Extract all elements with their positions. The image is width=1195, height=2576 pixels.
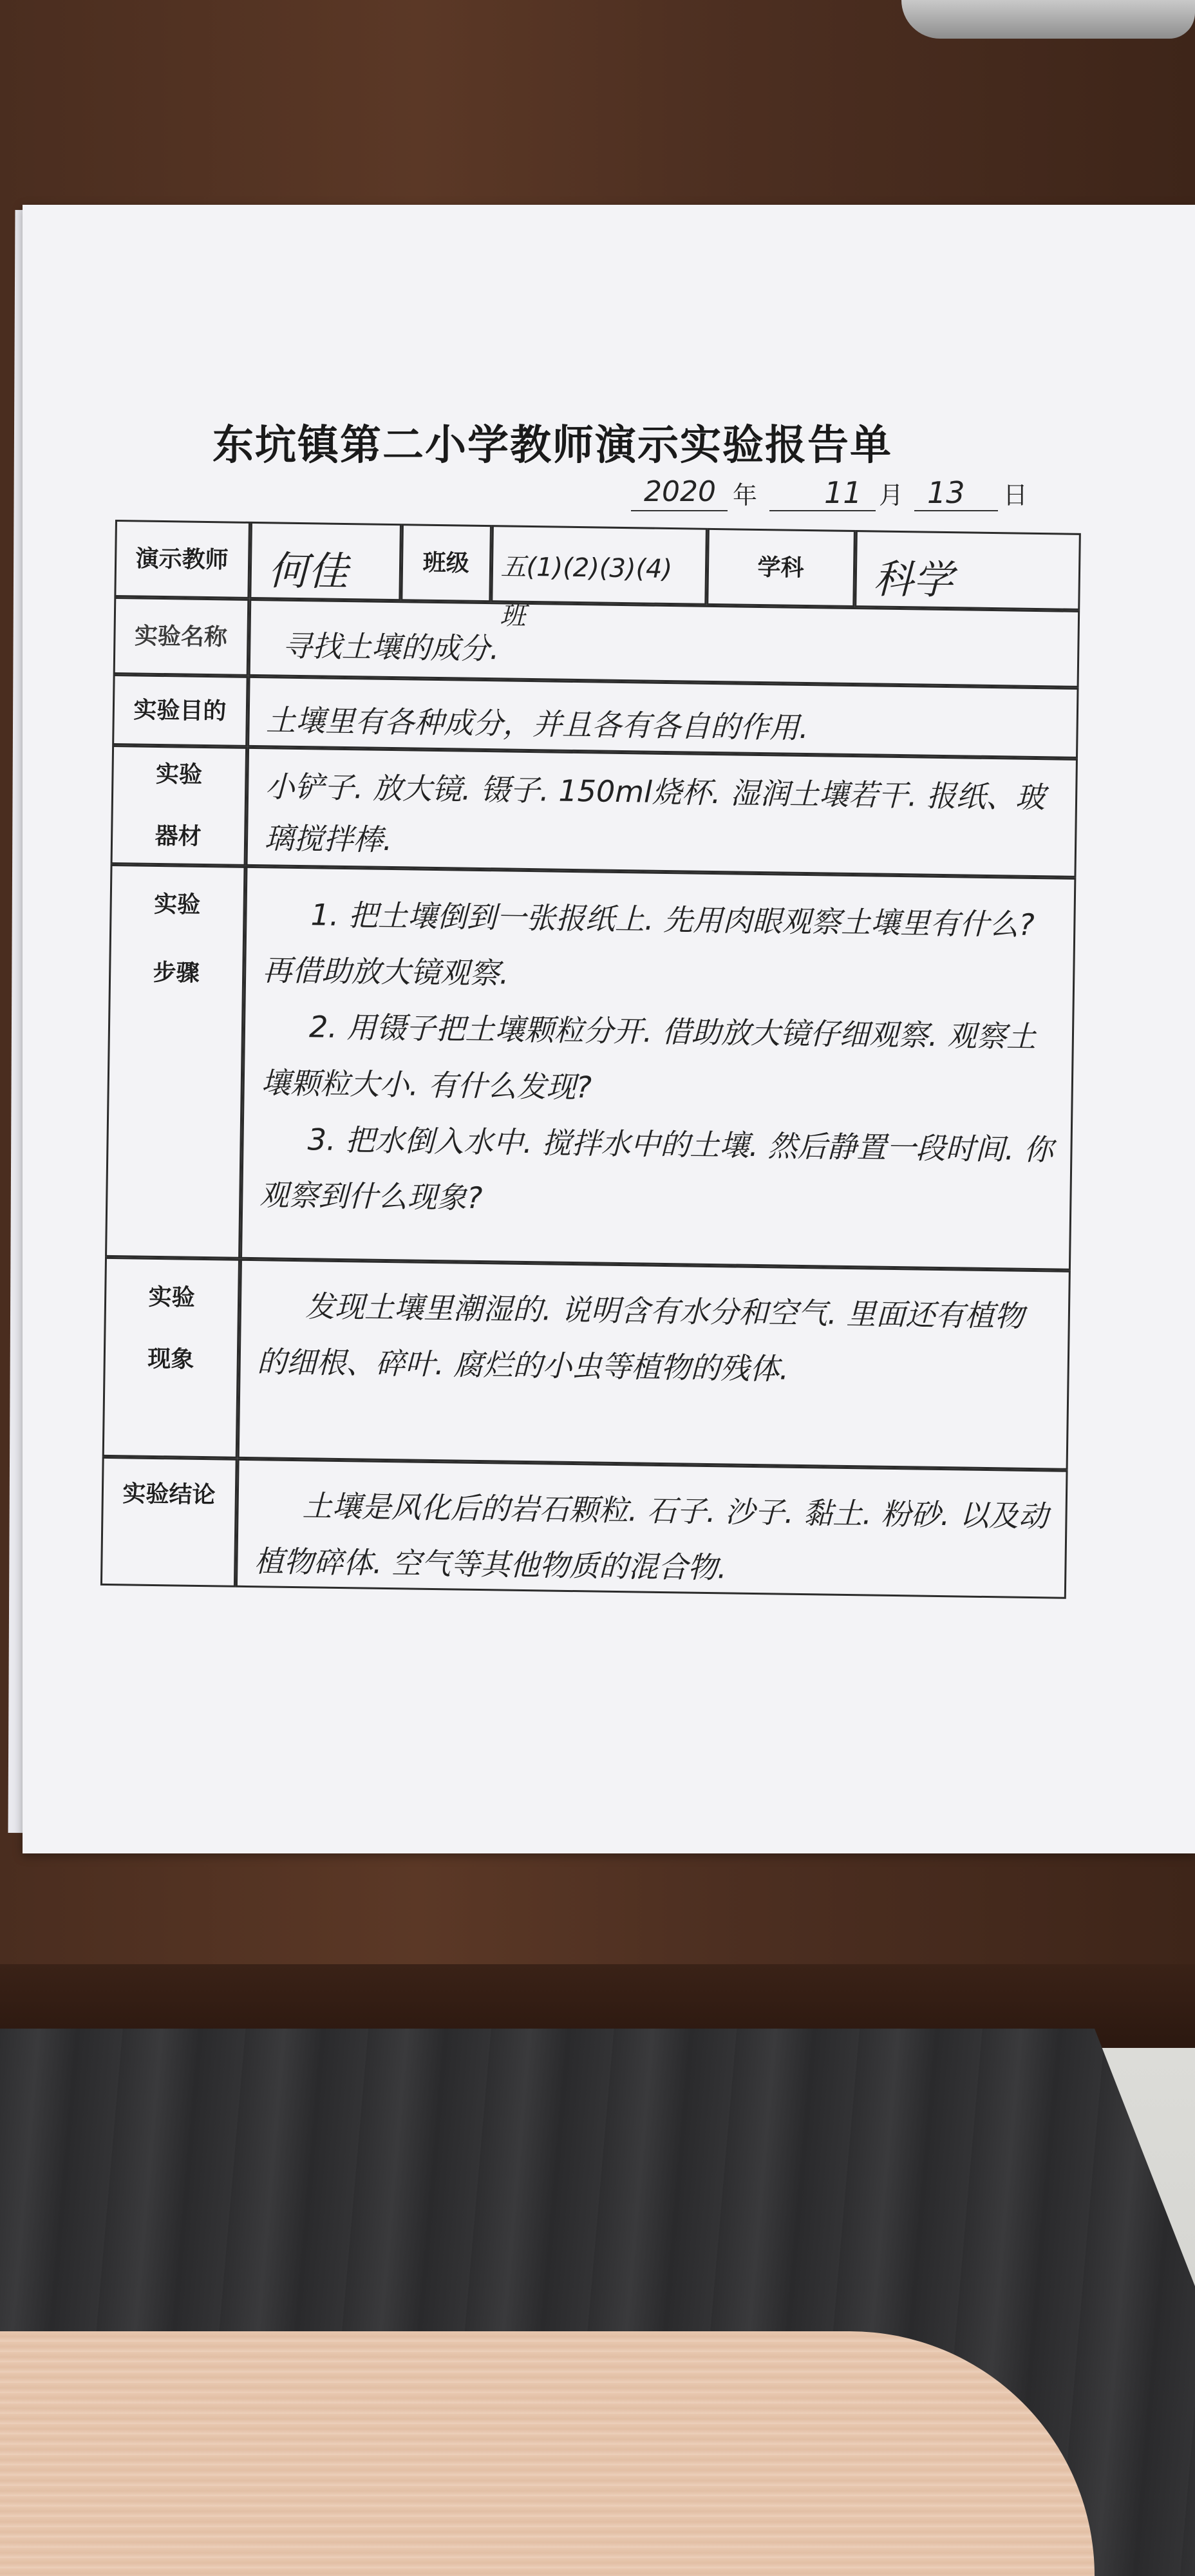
year-label: 年 bbox=[733, 481, 758, 509]
label-conclusion: 实验结论 bbox=[100, 1456, 237, 1587]
year-underline bbox=[631, 510, 728, 511]
label-phenomena-line2: 现象 bbox=[147, 1345, 194, 1373]
label-phenomena bbox=[102, 1256, 240, 1458]
report-date bbox=[631, 470, 1082, 515]
label-purpose: 实验目的 bbox=[112, 674, 249, 746]
report-form-table bbox=[101, 520, 1082, 1603]
value-phenomena bbox=[237, 1258, 1070, 1470]
value-steps bbox=[240, 866, 1076, 1270]
knit-sweater bbox=[0, 2331, 1095, 2576]
step-2: 2. 用镊子把土壤颗粒分开. 借助放大镜仔细观察. 观察土壤颗粒大小. 有什么发现? bbox=[260, 1009, 1037, 1105]
date-year: 2020 bbox=[644, 475, 716, 508]
value-subject: 科学 bbox=[854, 530, 1081, 611]
label-subject: 学科 bbox=[706, 527, 856, 607]
label-steps-line1: 实验 bbox=[153, 890, 201, 918]
value-class: 五(1)(2)(3)(4)班 bbox=[491, 525, 708, 605]
label-steps-line2: 步骤 bbox=[153, 958, 200, 987]
label-experiment-name: 实验名称 bbox=[113, 596, 249, 676]
value-purpose: 土壤里有各种成分，并且各有各自的作用. bbox=[247, 676, 1078, 758]
label-class: 班级 bbox=[400, 524, 492, 602]
label-materials-line2: 器材 bbox=[155, 822, 202, 850]
date-month: 11 bbox=[824, 475, 862, 510]
value-materials: 小铲子. 放大镜. 镊子. 150ml烧杯. 湿润土壤若干. 报纸、玻璃搅拌棒. bbox=[245, 746, 1077, 877]
value-conclusion bbox=[235, 1458, 1068, 1598]
month-underline bbox=[769, 510, 876, 511]
day-underline bbox=[914, 510, 998, 511]
phenomena-text: 发现土壤里潮湿的. 说明含有水分和空气. 里面还有植物的细根、碎叶. 腐烂的小虫等植物的残体. bbox=[256, 1288, 1024, 1387]
step-3: 3. 把水倒入水中. 搅拌水中的土壤. 然后静置一段时间. 你观察到什么现象? bbox=[259, 1122, 1054, 1216]
label-materials bbox=[110, 744, 247, 866]
conclusion-text: 土壤是风化后的岩石颗粒. 石子. 沙子. 黏土. 粉砂. 以及动植物碎体. 空气等其他物质的混合物. bbox=[254, 1488, 1049, 1586]
date-day: 13 bbox=[927, 475, 965, 510]
keys-object bbox=[901, 0, 1195, 39]
label-steps bbox=[105, 864, 245, 1258]
label-phenomena-line1: 实验 bbox=[148, 1283, 195, 1311]
day-label: 日 bbox=[1003, 481, 1028, 509]
month-label: 月 bbox=[879, 481, 904, 509]
label-teacher: 演示教师 bbox=[114, 519, 250, 598]
value-experiment-name: 寻找土壤的成分. bbox=[248, 598, 1080, 687]
value-teacher: 何佳 bbox=[249, 521, 402, 600]
label-materials-line1: 实验 bbox=[155, 760, 203, 788]
report-title: 东坑镇第二小学教师演示实验报告单 bbox=[212, 421, 892, 469]
step-1: 1. 把土壤倒到一张报纸上. 先用肉眼观察土壤里有什么? 再借助放大镜观察. bbox=[262, 896, 1035, 991]
